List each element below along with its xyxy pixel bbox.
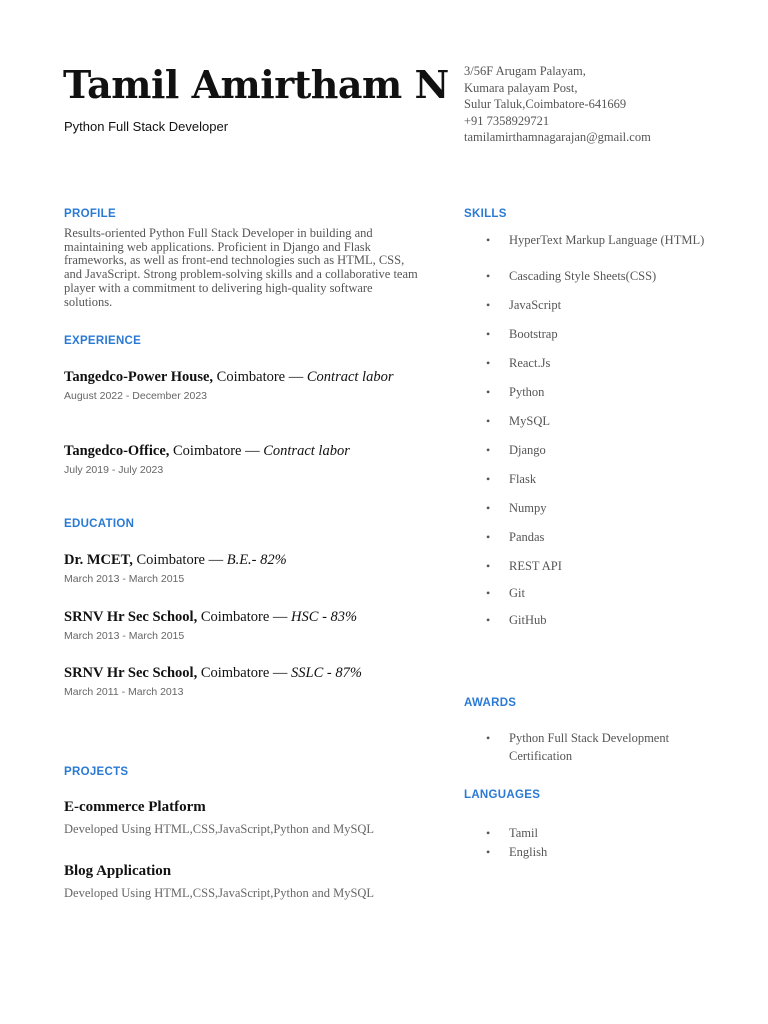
skills-list — [464, 234, 714, 642]
skill-item: • Pandas — [464, 530, 714, 559]
skill-item: • HyperText Markup Language (HTML) — [464, 234, 714, 269]
skill-item: • Numpy — [464, 501, 714, 530]
projects-heading: PROJECTS — [64, 766, 129, 778]
phone-number: +91 7358929721 — [464, 113, 550, 128]
experience-item — [64, 369, 424, 402]
education-title — [64, 609, 424, 626]
skill-item: • Cascading Style Sheets(CSS) — [464, 269, 714, 298]
skill-item: • React.Js — [464, 356, 714, 385]
language-item: • Tamil — [464, 824, 664, 843]
address-line-3: Sulur Taluk,Coimbatore-641669 — [464, 97, 627, 111]
award-item: • Python Full Stack Development Certification — [464, 729, 704, 765]
education-school: SRNV Hr Sec School, — [64, 665, 198, 681]
skill-item: • Python — [464, 385, 714, 414]
project-title: Blog Application — [64, 863, 172, 879]
education-dates: March 2013 - March 2015 — [64, 573, 185, 585]
address-line-1: 3/56F Arugam Palayam, — [464, 64, 586, 78]
education-degree: SSLC - 87% — [291, 665, 362, 681]
education-title — [64, 552, 424, 569]
languages-heading: LANGUAGES — [464, 789, 541, 801]
profile-heading: PROFILE — [64, 208, 116, 220]
experience-item — [64, 443, 424, 476]
awards-list — [464, 729, 704, 765]
contact-block — [464, 63, 754, 146]
skill-item: • Django — [464, 443, 714, 472]
experience-org: Tangedco-Office, — [64, 443, 170, 459]
job-title: Python Full Stack Developer — [64, 119, 229, 134]
experience-dates: July 2019 - July 2023 — [64, 464, 164, 476]
languages-list — [464, 824, 664, 862]
skill-item: • Bootstrap — [464, 327, 714, 356]
education-dates: March 2011 - March 2013 — [64, 686, 184, 698]
experience-heading: EXPERIENCE — [64, 335, 142, 347]
education-dates: March 2013 - March 2015 — [64, 630, 185, 642]
education-school: SRNV Hr Sec School, — [64, 609, 198, 625]
candidate-name: Tamil Amirtham N — [63, 62, 449, 107]
skill-item: • Flask — [464, 472, 714, 501]
awards-heading: AWARDS — [464, 697, 517, 709]
education-item — [64, 552, 424, 585]
experience-dates: August 2022 - December 2023 — [64, 390, 208, 402]
skill-item: • GitHub — [464, 613, 714, 642]
project-description: Developed Using HTML,CSS,JavaScript,Python and MySQL — [64, 886, 375, 900]
project-item — [64, 863, 424, 901]
experience-title — [64, 369, 424, 386]
education-degree: B.E.- 82% — [226, 552, 287, 568]
education-heading: EDUCATION — [64, 518, 135, 530]
education-title — [64, 665, 424, 682]
language-item: • English — [464, 843, 664, 862]
education-item — [64, 609, 424, 642]
project-description: Developed Using HTML,CSS,JavaScript,Python and MySQL — [64, 822, 375, 836]
education-location: Coimbatore — — [132, 552, 227, 568]
address-line-2: Kumara palayam Post, — [464, 80, 578, 95]
email-address[interactable]: tamilamirthamnagarajan@gmail.com — [464, 130, 651, 144]
profile-text: Results-oriented Python Full Stack Developer in building and maintaining web applications. Proficient in Django and Flask frameworks, as well as front-end technologies such as HTML, CSS, and JavaScript. Strong problem-solving skills and a collaborative team player with a commitment to delivering high-quality software solutions. — [64, 226, 418, 309]
skill-item: • MySQL — [464, 414, 714, 443]
project-title: E-commerce Platform — [64, 799, 206, 815]
experience-role: Contract labor — [306, 369, 394, 385]
experience-location: Coimbatore — — [169, 443, 264, 459]
experience-role: Contract labor — [263, 443, 350, 459]
skill-item: • Git — [464, 586, 714, 613]
education-location: Coimbatore — — [197, 609, 292, 625]
experience-title — [64, 443, 424, 460]
education-location: Coimbatore — — [197, 665, 292, 681]
experience-org: Tangedco-Power House, — [64, 369, 214, 385]
project-item — [64, 799, 424, 837]
experience-location: Coimbatore — — [213, 369, 307, 385]
education-school: Dr. MCET, — [64, 552, 133, 568]
skill-item: • JavaScript — [464, 298, 714, 327]
education-degree: HSC - 83% — [291, 609, 358, 625]
education-item — [64, 665, 424, 698]
skill-item: • REST API — [464, 559, 714, 586]
skills-heading: SKILLS — [464, 208, 507, 220]
